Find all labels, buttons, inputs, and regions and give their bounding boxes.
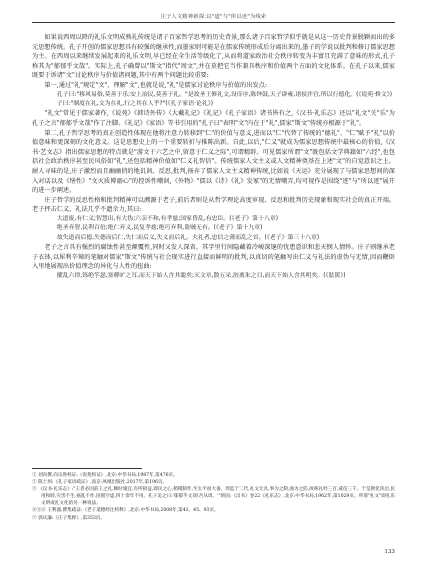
paragraph: 如果说西周以降的礼乐文明成熟礼传统是诸子百家哲学思考的历史背景,那么诸子百家哲学似乎就是从这一历史背景脱颖而出的多元思想传统。孔子开创的儒家思想具有较强的继承性,而墨家则可能是在儒家传统形成后分离出来的,墨子的学说以批判和修订儒家思想为主。在西周以来继续发展起来的礼乐文明,早已经在全生活等级化了,从而将道家政治社会秩序转变为丰富且充满了意味的形式,孔子称其为"郁郁乎文哉"。实际上,孔子确曾以"斯文"指代"周文",并在莫把它当作兼具秩序和价值两个方面的文化体系。在孔子以来,儒家既要于诉诸"文"讨论秩序与价值诸问题,其中有两个问题比较重要: xyxy=(32,34,395,80)
footnote xyxy=(32,507,395,514)
block-quote: 绝圣弃智,民利百倍;绝仁弃义,民复孝慈;绝巧弃利,盗贼无有。(《老子》第十九章) xyxy=(56,225,263,232)
paragraph: 老子之言具有强烈的腐蚀性甚至颠覆性,同时又发人深省。其字里行间隐藏着冷峻深邃的忧患意识和悲天悯人情怀。庄子则继承老子衣钵,以犀利辛辣的笔触对儒家"斯文"传统与社会现实进行直接而鲜明的批判,以真切的笔触写出仁义与礼法的虚伪与无情,因而鞭辟入里地展现出价值理念的异化与人性的扭曲: xyxy=(32,244,395,271)
paragraph: "礼文"常见于儒家著作,《说苑》《韩诗外传》《大戴礼记》《礼记》《孔子家语》诸书皆有之,《汉书·礼乐志》还以"礼文"关"乐"为孔子之言"郁郁乎文哉"作了注脚。《礼记》《家语》等书引用的"孔子曰"表明"文"内在于"礼",儒家"斯文"传统亦根源于"礼"。 xyxy=(32,110,395,127)
footnote xyxy=(32,515,395,522)
block-quote: 擢乱六律,铄绝竽瑟,塞瞽旷之耳,而天下始人含其聪矣;灭文章,散五采,胶离朱之目,而天下始人含其明矣。(《胠箧》) xyxy=(56,272,346,279)
page-body xyxy=(32,14,395,281)
footnote-mark: ② xyxy=(32,480,37,486)
footnote xyxy=(32,472,395,479)
footnote-mark: ③ xyxy=(32,487,37,493)
block-quote: 大道废,有仁义;智慧出,有大伪;六亲不和,有孝慈;国家昏乱,有忠臣。(《老子》第十八章) xyxy=(56,215,279,222)
page-number: 133 xyxy=(384,549,395,555)
paragraph: 第一,通过"礼"规定"文"、理解"文",也就是说,"礼"是儒家讨论秩序与价值的出发点: xyxy=(44,81,267,89)
running-header: 庄子人文精神新探:以"道"与"所以迹"为线索 xyxy=(160,14,267,20)
block-quote: 孔子曰:"移风易俗,莫善于乐;安上治民,莫善于礼。"是故圣王修礼文,设庠序,陈钟鼓,天子辟雍,诸侯泮宫,所以行德化。(《说苑·修文》) xyxy=(56,91,393,98)
footnote-text: 王利器,撰集疏证:《老子道德经注校释》,北京:中华书局,2008年,第43、45、93页。 xyxy=(47,508,219,514)
footnote-text: 《汉书·礼乐志》:"王者必因前王之礼,顺时施宜,有所损益,即民之心,稍稍制作,至太平而大备。周监于二代,礼文尤具,事为之制,曲为之防,故称礼经三百,威仪三千。于是教化浃洽,民用和睦,灾害不生,祸乱不作,囹圄空虚,四十余年不用。孔子美之曰:'郁郁乎文哉!吾从周。'"班固:《汉书》卷22《礼乐志》,北京:中华书局,1962年,第1029页。所谓"礼文"即礼乐文明或礼文化的另一种说法。 xyxy=(38,487,395,507)
footnote-text: 郭庆藩:《庄子集释》,第353页。 xyxy=(38,515,105,521)
paragraph: 第二,孔子哲学思考的真正创造性体现在他将注意力转移到"仁"的价值与意义,进而以"仁"代替了传统的"德礼"、"仁"赋予"礼"以价值意味和更深刻的文化意义。这是思想史上的一个重要转折与推陈出新。自此,以后,"仁义"就成为儒家思想传统中最核心的价值,《汉书·艺文志》指出儒家思想的特点就是"游文于六艺之中,留意于仁义之际",可谓精辟。可见儒家所谓"文"既包括文学典籍如"六经",也包括社会政治秩序甚至民风俗如"礼",还包括精神价值如"仁义礼智信"。传统儒家人文主义或人文精神奠基在上述"文"的自觉意识之上。耐人寻味的是,庄子激烈而且幽幽俏的地讥讽、反思,批判,扬弃了儒家人文主义精神传统,比如说《天运》充分展现了与儒家思想间的深入对话以及《缮性》"文灭质博溺心"的控诉性嘲讽,《外物》"儒以《诗》《礼》发冢"的无情嘲弄,均可视作是围绕"迹"与"所以迹"展开的进一步阐述。 xyxy=(32,129,395,195)
footnote-list xyxy=(32,472,395,522)
block-quote: 子曰:"制度在礼,文为在礼,行之其在人乎?"(《孔子家语·论礼》) xyxy=(56,100,213,107)
footnote-divider xyxy=(32,468,142,469)
footnote xyxy=(32,486,395,507)
footnote-mark: ④⑤⑥ xyxy=(32,508,46,514)
block-quote: 故失道而后德,失德而后仁,失仁而后义,失义而后礼。夫礼者,忠信之薄而乱之首。(《老子》第三十八章) xyxy=(56,234,320,241)
footnote xyxy=(32,479,395,486)
footnotes xyxy=(32,468,395,522)
paragraph: 庄子哲学的反思性格和批判精神可以溯源于老子,前后者则是从哲学理论高度审视、反思和批判历史现象和现实社会的真正开端。老子抨击仁义、礼法几乎不遗余力,其曰: xyxy=(32,196,395,214)
footnote-mark: ⑦ xyxy=(32,515,37,521)
header-divider xyxy=(32,22,395,23)
footnote-text: 陈士珂:《孔子家语疏证》,南京:凤凰出版社,2017年,第196页。 xyxy=(38,480,168,486)
footnote-mark: ① xyxy=(32,473,37,478)
main-text xyxy=(32,33,395,281)
footnote-text: 刘向撰,向宗鲁校证:《说苑校证》,北京:中华书局,1987年,第476页。 xyxy=(38,473,178,478)
